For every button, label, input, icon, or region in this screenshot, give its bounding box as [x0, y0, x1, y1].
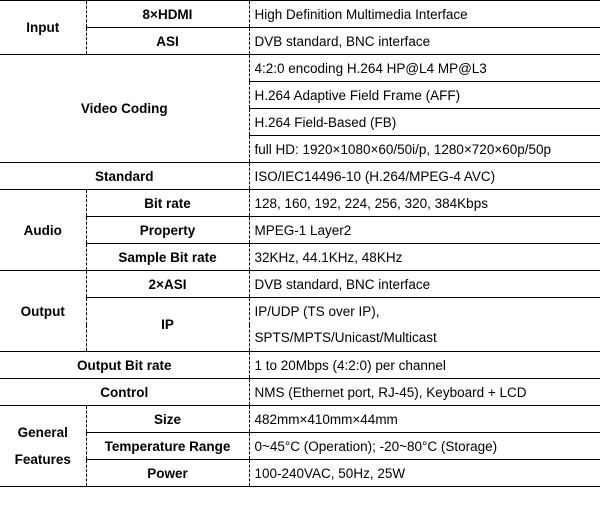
group-label-video-coding: Video Coding	[0, 55, 249, 163]
table-row	[0, 28, 600, 55]
label-bit-rate: Bit rate	[86, 190, 249, 217]
value-output-asi: DVB standard, BNC interface	[249, 271, 600, 298]
value-bit-rate: 128, 160, 192, 224, 256, 320, 384Kbps	[249, 190, 600, 217]
group-label-input: Input	[0, 1, 86, 55]
value-control: NMS (Ethernet port, RJ-45), Keyboard + LCD	[249, 379, 600, 406]
value-video-coding-1: 4:2:0 encoding H.264 HP@L4 MP@L3	[249, 55, 600, 82]
table-row	[0, 406, 600, 433]
value-size: 482mm×410mm×44mm	[249, 406, 600, 433]
value-temperature-range: 0~45°C (Operation); -20~80°C (Storage)	[249, 433, 600, 460]
value-ip-1: IP/UDP (TS over IP),	[249, 298, 600, 325]
table-row	[0, 217, 600, 244]
value-power: 100-240VAC, 50Hz, 25W	[249, 460, 600, 487]
label-power: Power	[86, 460, 249, 487]
group-label-general-features	[0, 406, 86, 487]
value-output-bit-rate: 1 to 20Mbps (4:2:0) per channel	[249, 352, 600, 379]
table-row	[0, 379, 600, 406]
group-label-output-bit-rate: Output Bit rate	[0, 352, 249, 379]
table-row	[0, 1, 600, 28]
table-row	[0, 433, 600, 460]
table-row	[0, 298, 600, 325]
group-label-control: Control	[0, 379, 249, 406]
value-sample-bit-rate: 32KHz, 44.1KHz, 48KHz	[249, 244, 600, 271]
label-sample-bit-rate: Sample Bit rate	[86, 244, 249, 271]
table-row	[0, 271, 600, 298]
group-label-features: Features	[14, 452, 71, 467]
value-ip-2: SPTS/MPTS/Unicast/Multicast	[249, 325, 600, 352]
value-video-coding-2: H.264 Adaptive Field Frame (AFF)	[249, 82, 600, 109]
value-asi: DVB standard, BNC interface	[249, 28, 600, 55]
group-label-standard: Standard	[0, 163, 249, 190]
label-asi: ASI	[86, 28, 249, 55]
label-size: Size	[86, 406, 249, 433]
label-temperature-range: Temperature Range	[86, 433, 249, 460]
value-standard: ISO/IEC14496-10 (H.264/MPEG-4 AVC)	[249, 163, 600, 190]
label-hdmi: 8×HDMI	[86, 1, 249, 28]
label-output-asi: 2×ASI	[86, 271, 249, 298]
value-hdmi: High Definition Multimedia Interface	[249, 1, 600, 28]
group-label-general: General	[17, 425, 68, 440]
table-row	[0, 190, 600, 217]
value-video-coding-3: H.264 Field-Based (FB)	[249, 109, 600, 136]
group-label-output: Output	[0, 271, 86, 352]
label-ip: IP	[86, 298, 249, 352]
value-video-coding-4: full HD: 1920×1080×60/50i/p, 1280×720×60p/50p	[249, 136, 600, 163]
table-row	[0, 352, 600, 379]
value-property: MPEG-1 Layer2	[249, 217, 600, 244]
group-label-audio: Audio	[0, 190, 86, 271]
label-property: Property	[86, 217, 249, 244]
table-row	[0, 244, 600, 271]
table-row	[0, 460, 600, 487]
table-row	[0, 163, 600, 190]
table-row	[0, 55, 600, 82]
